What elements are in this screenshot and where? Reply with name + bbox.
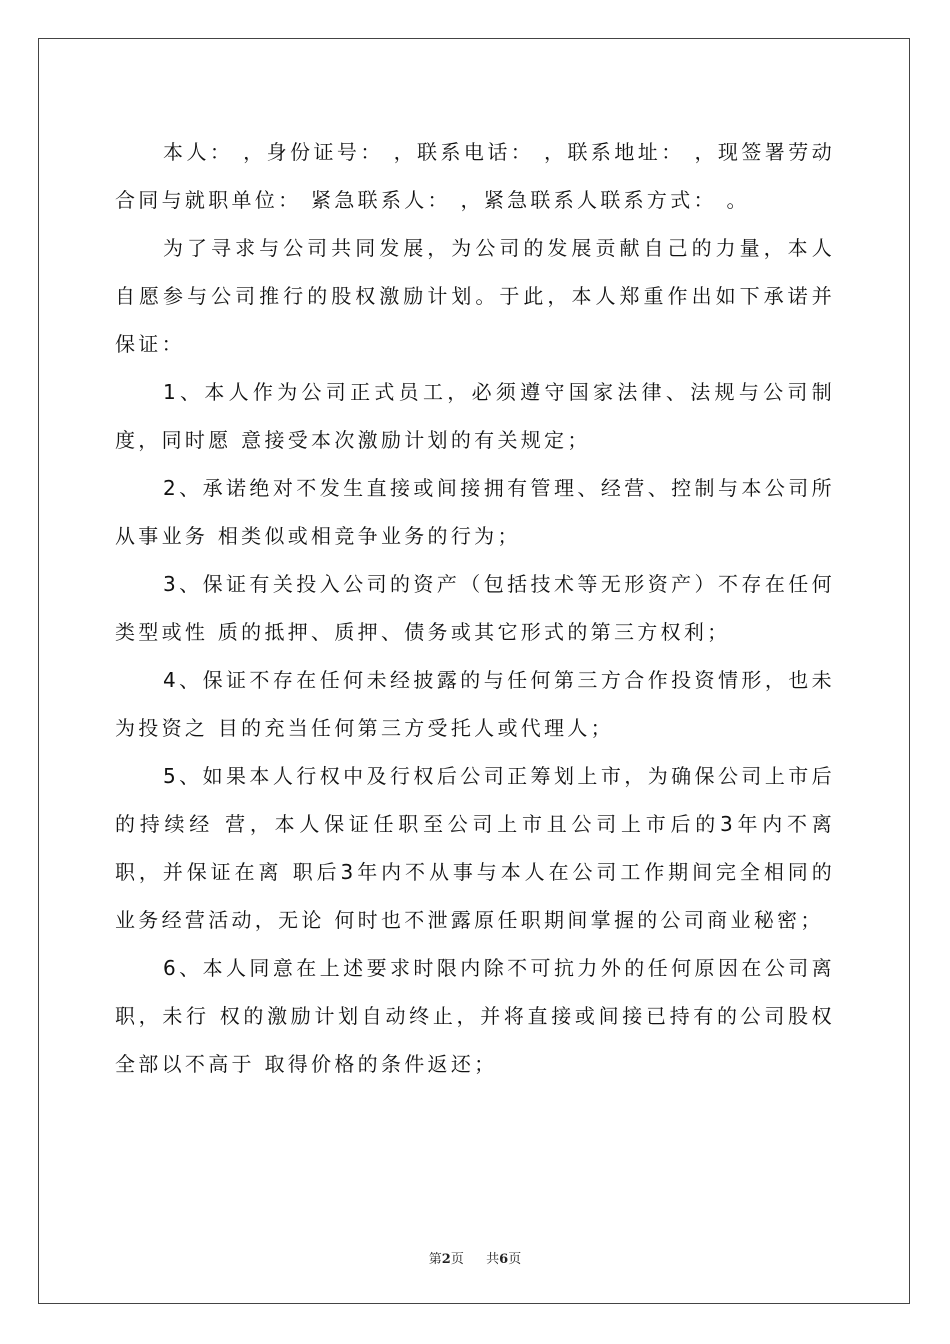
paragraph-item-1: 1、本人作为公司正式员工，必须遵守国家法律、法规与公司制度，同时愿 意接受本次激励计划的有关规定； bbox=[115, 380, 835, 452]
page-current: 2 bbox=[441, 1252, 451, 1267]
paragraph-intro: 为了寻求与公司共同发展，为公司的发展贡献自己的力量，本人自愿参与公司推行的股权激励计划。于此，本人郑重作出如下承诺并保证： bbox=[115, 236, 835, 356]
paragraph-item-6: 6、本人同意在上述要求时限内除不可抗力外的任何原因在公司离职，未行 权的激励计划自动终止，并将直接或间接已持有的公司股权全部以不高于 取得价格的条件返还； bbox=[115, 956, 835, 1076]
total-prefix: 共 bbox=[486, 1252, 500, 1267]
paragraph-item-5: 5、如果本人行权中及行权后公司正筹划上市，为确保公司上市后的持续经 营，本人保证任职至公司上市且公司上市后的3年内不离职，并保证在离 职后3年内不从事与本人在公司工作期间完全相同的业务经营活动，无论 何时也不泄露原任职期间掌握的公司商业秘密； bbox=[115, 764, 835, 932]
page-footer bbox=[0, 1248, 950, 1267]
page-total: 6 bbox=[499, 1252, 509, 1267]
total-suffix: 页 bbox=[508, 1252, 522, 1267]
paragraph-personal-info: 本人： ，身份证号： ，联系电话： ，联系地址： ，现签署劳动合同与就职单位： 紧急联系人： ，紧急联系人联系方式： 。 bbox=[115, 140, 835, 212]
document-body bbox=[115, 128, 835, 1088]
paragraph-item-3: 3、保证有关投入公司的资产（包括技术等无形资产）不存在任何类型或性 质的抵押、质押、债务或其它形式的第三方权利； bbox=[115, 572, 835, 644]
paragraph-item-2: 2、承诺绝对不发生直接或间接拥有管理、经营、控制与本公司所从事业务 相类似或相竞争业务的行为； bbox=[115, 476, 835, 548]
paragraph-item-4: 4、保证不存在任何未经披露的与任何第三方合作投资情形，也未为投资之 目的充当任何第三方受托人或代理人； bbox=[115, 668, 835, 740]
page-suffix: 页 bbox=[450, 1252, 464, 1267]
page-prefix: 第 bbox=[428, 1252, 442, 1267]
